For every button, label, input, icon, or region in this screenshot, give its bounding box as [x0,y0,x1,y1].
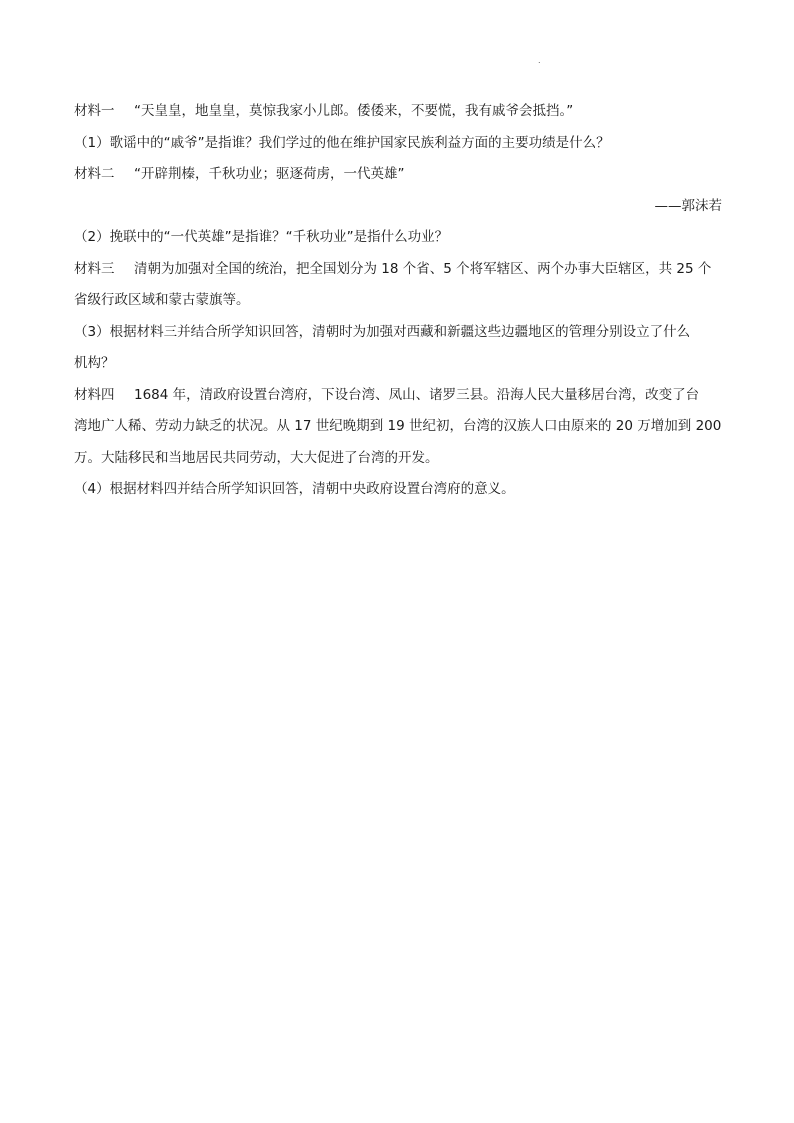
question-2: （2）挽联中的“一代英雄”是指谁？“千秋功业”是指什么功业？ [74,229,449,245]
material-2-author: ——郭沫若 [654,197,722,214]
material-3-line1: 清朝为加强对全国的统治，把全国划分为 18 个省、5 个将军辖区、两个办事大臣辖区，共 25 个 [134,260,712,277]
material-4-line1: 1684 年，清政府设置台湾府，下设台湾、凤山、诸罗三县。沿海人民大量移居台湾，改变了台 [134,386,700,403]
question-4: （4）根据材料四并结合所学知识回答，清朝中央政府设置台湾府的意义。 [74,481,515,497]
material-3 [74,254,722,286]
material-4-label: 材料四 [74,386,115,403]
material-3-line2: 省级行政区域和蒙古蒙旗等。 [74,292,250,308]
material-1 [74,96,722,128]
material-1-text: “天皇皇，地皇皇，莫惊我家小儿郎。倭倭来，不要慌，我有戚爷会抵挡。” [134,103,574,119]
material-2 [74,159,722,191]
material-4 [74,380,722,412]
question-3-line1: （3）根据材料三并结合所学知识回答，清朝时为加强对西藏和新疆这些边疆地区的管理分别设立了什么 [74,323,691,340]
material-3-label: 材料三 [74,260,115,277]
question-content [74,96,722,506]
material-1-label: 材料一 [74,103,115,119]
material-4-line3: 万。大陆移民和当地居民共同劳动，大大促进了台湾的开发。 [74,449,439,466]
material-2-text: “开辟荆榛，千秋功业；驱逐荷虏，一代英雄” [134,166,405,182]
question-3-line2: 机构？ [74,355,115,371]
question-1: （1）歌谣中的“戚爷”是指谁？我们学过的他在维护国家民族利益方面的主要功绩是什么？ [74,134,610,151]
header-mark: . [538,56,541,65]
material-4-line2: 湾地广人稀、劳动力缺乏的状况。从 17 世纪晚期到 19 世纪初，台湾的汉族人口由原来的 20 万增加到 200 [74,418,722,434]
material-2-label: 材料二 [74,166,115,182]
